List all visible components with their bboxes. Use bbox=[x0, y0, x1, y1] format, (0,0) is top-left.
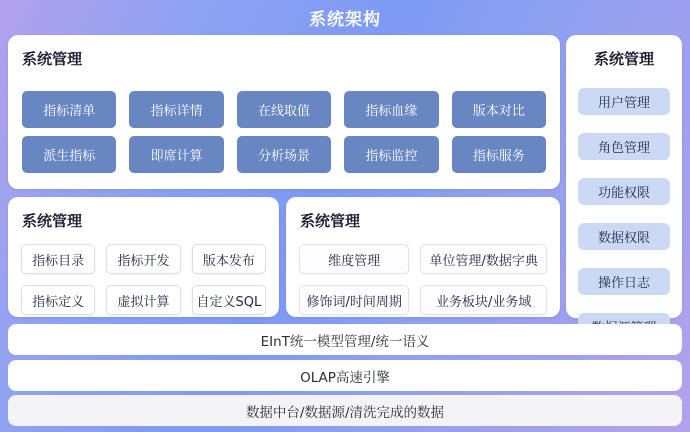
dimension-manage-button[interactable]: 维度管理 bbox=[299, 244, 409, 274]
metrics-service-button[interactable]: 指标服务 bbox=[452, 136, 546, 173]
online-value-button[interactable]: 在线取值 bbox=[237, 91, 331, 128]
metrics-detail-button[interactable]: 指标详情 bbox=[129, 91, 223, 128]
metrics-monitor-button[interactable]: 指标监控 bbox=[344, 136, 438, 173]
dimension-button-row-1 bbox=[286, 244, 560, 274]
version-release-button[interactable]: 版本发布 bbox=[192, 244, 266, 274]
metrics-button-row-1 bbox=[8, 91, 560, 128]
dev-panel bbox=[8, 197, 279, 317]
analysis-scene-button[interactable]: 分析场景 bbox=[237, 136, 331, 173]
data-platform-layer-bar: 数据中台/数据源/清洗完成的数据 bbox=[8, 395, 682, 426]
unit-dict-button[interactable]: 单位管理/数据字典 bbox=[420, 244, 547, 274]
metrics-lineage-button[interactable]: 指标血缘 bbox=[344, 91, 438, 128]
dimension-panel bbox=[286, 197, 560, 317]
admin-sidebar bbox=[566, 35, 682, 318]
business-domain-button[interactable]: 业务板块/业务域 bbox=[420, 285, 547, 315]
derived-metrics-button[interactable]: 派生指标 bbox=[22, 136, 116, 173]
metrics-define-button[interactable]: 指标定义 bbox=[21, 285, 95, 315]
dev-panel-header: 系统管理 bbox=[22, 212, 83, 230]
user-manage-button[interactable]: 用户管理 bbox=[578, 88, 670, 115]
olap-engine-layer-bar: OLAP高速引擎 bbox=[8, 360, 682, 391]
role-manage-button[interactable]: 角色管理 bbox=[578, 133, 670, 160]
modifier-period-button[interactable]: 修饰词/时间周期 bbox=[299, 285, 409, 315]
dimension-panel-header: 系统管理 bbox=[300, 212, 361, 230]
dev-button-row-1 bbox=[8, 244, 279, 274]
metrics-catalog-button[interactable]: 指标目录 bbox=[21, 244, 95, 274]
data-permission-button[interactable]: 数据权限 bbox=[578, 223, 670, 250]
metrics-develop-button[interactable]: 指标开发 bbox=[106, 244, 180, 274]
page-title: 系统架构 bbox=[309, 9, 381, 30]
metrics-panel-header: 系统管理 bbox=[22, 50, 83, 68]
dimension-button-row-2 bbox=[286, 285, 560, 315]
dev-button-row-2 bbox=[8, 285, 279, 315]
virtual-compute-button[interactable]: 虚拟计算 bbox=[106, 285, 180, 315]
function-permission-button[interactable]: 功能权限 bbox=[578, 178, 670, 205]
admin-sidebar-header: 系统管理 bbox=[593, 50, 654, 68]
custom-sql-button[interactable]: 自定义SQL bbox=[192, 285, 266, 315]
metrics-list-button[interactable]: 指标清单 bbox=[22, 91, 116, 128]
metrics-button-row-2 bbox=[8, 136, 560, 173]
version-compare-button[interactable]: 版本对比 bbox=[452, 91, 546, 128]
adhoc-compute-button[interactable]: 即席计算 bbox=[129, 136, 223, 173]
metrics-panel bbox=[8, 35, 560, 189]
admin-sidebar-list bbox=[578, 88, 670, 340]
operation-log-button[interactable]: 操作日志 bbox=[578, 268, 670, 295]
unified-model-layer-bar: EInT统一模型管理/统一语义 bbox=[8, 324, 682, 355]
